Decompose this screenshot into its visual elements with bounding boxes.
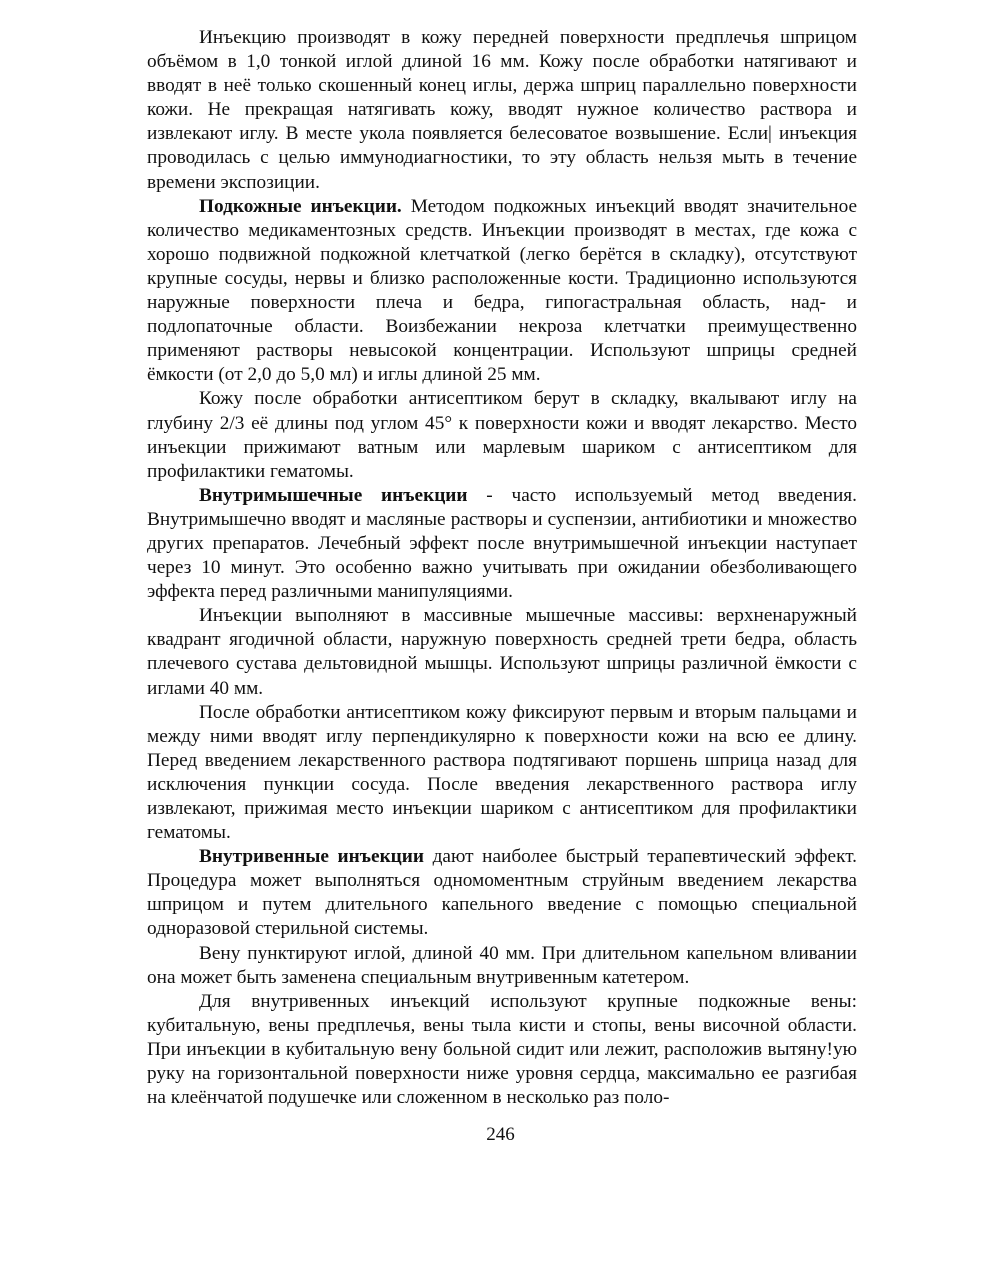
paragraph-text: После обработки антисептиком кожу фиксируют первым и вторым пальцами и между ними вводят иглу перпендикулярно к поверхности кожи на всю ее длину. Перед введением лекарственного раствора подтягивают поршень шприца назад для исключения пункции сосуда. После введения лекарственного раствора иглу извлекают, прижимая место инъекции шариком с антисептиком для профилактики гематомы. bbox=[147, 701, 857, 844]
paragraph-intravenous bbox=[147, 845, 857, 941]
paragraph-vein-puncture bbox=[147, 942, 857, 990]
paragraph-intravenous-veins bbox=[147, 990, 857, 1110]
paragraph-text: Вену пунктируют иглой, длиной 40 мм. При длительном капельном вливании она может быть заменена специальным внутривенным катетером. bbox=[147, 942, 857, 988]
paragraph-heading: Внутривенные инъекции bbox=[199, 846, 425, 868]
page-number: 246 bbox=[486, 1124, 515, 1145]
paragraph-subcutaneous bbox=[147, 195, 857, 388]
paragraph-intradermal bbox=[147, 26, 857, 195]
page-body bbox=[147, 26, 857, 1110]
paragraph-intramuscular-sites bbox=[147, 604, 857, 700]
paragraph-text: Методом подкожных инъекций вводят значительное количество медикаментозных средств. Инъекции производят в местах, где кожа с хорошо подвижной подкожной клетчаткой (легко берётся в складку), отсутствуют крупные сосуды, нервы и близко расположенные кости. Традиционно используются наружные поверхности плеча и бедра, гипогастральная область, над- и подлопаточные области. Воизбежании некроза клетчатки преимущественно применяют растворы невысокой концентрации. Используют шприцы средней ёмкости (от 2,0 до 5,0 мл) и иглы длиной 25 мм. bbox=[147, 195, 858, 386]
paragraph-text: Кожу после обработки антисептиком берут в складку, вкалывают иглу на глубину 2/3 её длины под углом 45° к поверхности кожи и вводят лекарство. Место инъекции прижимают ватным или марлевым шариком с антисептиком для профилактики гематомы. bbox=[147, 388, 857, 482]
paragraph-text: - часто используемый метод введения. Внутримышечно вводят и масляные растворы и суспензии, антибиотики и множество других препаратов. Лечебный эффект после внутримышечной инъекции наступает через 10 минут. Это особенно важно учитывать при ожидании обезболивающего эффекта перед различными манипуляциями. bbox=[147, 484, 857, 603]
paragraph-text: Инъекцию производят в кожу передней поверхности предплечья шприцом объёмом в 1,0 тонкой иглой длиной 16 мм. Кожу после обработки натягивают и вводят в неё только скошенный конец иглы, держа шприц параллельно поверхности кожи. Не прекращая натягивать кожу, вводят нужное количество раствора и извлекают иглу. В месте укола появляется белесоватое возвышение. Если| инъекция проводилась с целью иммунодиагностики, то эту область нельзя мыть в течение времени экспозиции. bbox=[147, 27, 857, 193]
paragraph-text: Инъекции выполняют в массивные мышечные массивы: верхненаружный квадрант ягодичной области, наружную поверхность средней трети бедра, область плечевого сустава дельтовидной мышцы. Используют шприцы различной ёмкости с иглами 40 мм. bbox=[147, 605, 857, 699]
paragraph-heading: Подкожные инъекции. bbox=[199, 195, 402, 217]
paragraph-heading: Внутримышечные инъекции bbox=[199, 484, 468, 506]
paragraph-intramuscular bbox=[147, 484, 857, 604]
paragraph-subcutaneous-technique bbox=[147, 387, 857, 483]
paragraph-text: дают наиболее быстрый терапевтический эффект. Процедура может выполняться одномоментным струйным введением лекарства шприцом и путем длительного капельного введение с помощью специальной одноразовой стерильной системы. bbox=[147, 846, 857, 940]
paragraph-text: Для внутривенных инъекций используют крупные подкожные вены: кубитальную, вены предплечья, вены тыла кисти и стопы, вены височной области. При инъекции в кубитальную вену больной сидит или лежит, расположив вытяну!ую руку на горизонтальной поверхности ниже уровня сердца, максимально ее разгибая на клеёнчатой подушечке или сложенном в несколько раз поло- bbox=[147, 990, 857, 1109]
paragraph-intramuscular-technique bbox=[147, 701, 857, 846]
